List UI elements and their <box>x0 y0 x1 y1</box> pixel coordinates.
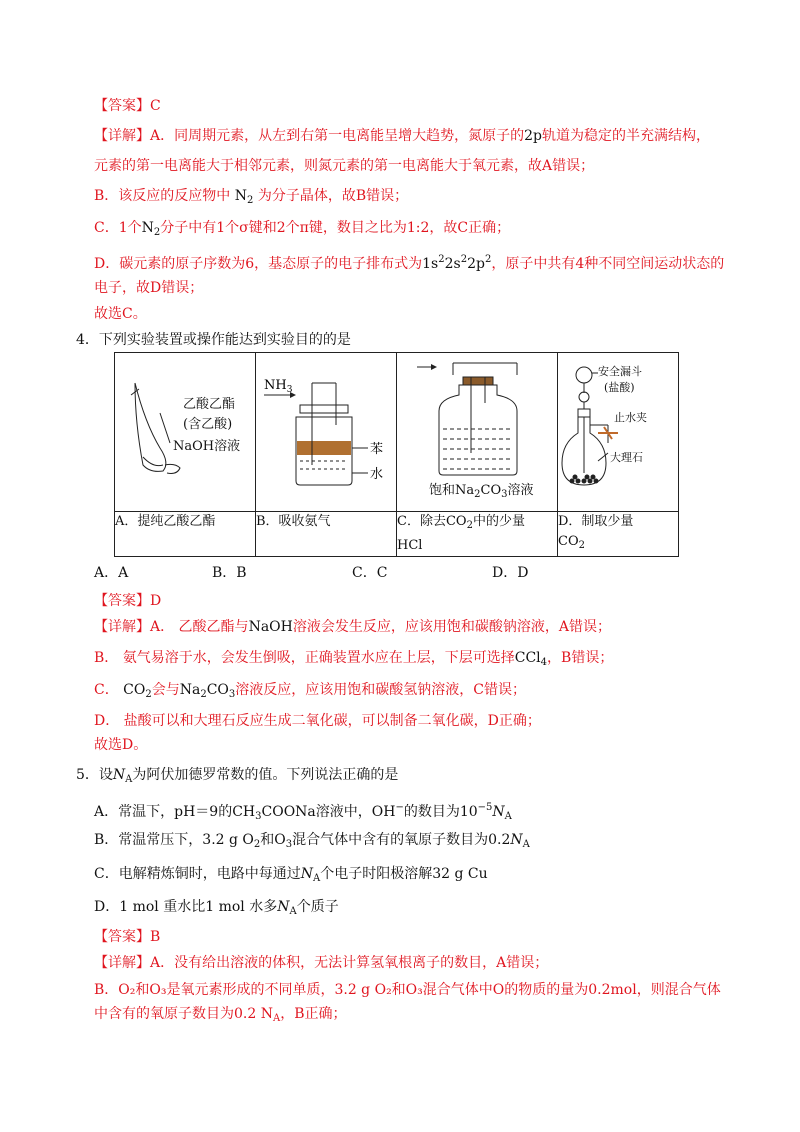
q4-detail-line-3: C． $CO_2$会与$Na_2CO_3$溶液反应，应该用饱和碳酸氢钠溶液，C错误； <box>94 682 527 700</box>
q5-stem: 5．设$N_A$为阿伏加德罗常数的值。下列说法正确的是 <box>76 767 399 785</box>
q5-detail-line-1: 【详解】A．没有给出溶液的体积，无法计算氢氧根离子的数目，A错误； <box>94 955 549 971</box>
fig-b-water-label: 水 <box>370 467 384 482</box>
fig-a-label-1: 乙酸乙酯 <box>183 397 236 412</box>
q3-detail-line-2: 元素的第一电离能大于相邻元素，则氮元素的第一电离能大于氧元素，故A错误； <box>94 158 595 174</box>
caption-a: A．提纯乙酸乙酯 <box>115 512 256 557</box>
q3-detail-line-4: C．1个$N_2$分子中有1个σ键和2个π键，数目之比为1:2，故C正确； <box>94 220 511 238</box>
fig-d-label-1: 安全漏斗 <box>598 365 642 378</box>
q3-answer: 【答案】C <box>94 98 161 114</box>
q4-apparatus-table <box>114 352 679 557</box>
q5-answer: 【答案】B <box>94 929 161 945</box>
q4-option-d: D．D <box>492 565 529 581</box>
ammonia-absorption-figure <box>256 353 396 507</box>
q3-detail-line-7: 故选C。 <box>94 306 147 322</box>
fig-a <box>115 353 256 512</box>
q3-detail-line-5: D．碳元素的原子序数为6，基态原子的电子排布式为$1s^22s^22p^2$，原子中共有4种不同空间运动状态的 <box>94 254 725 272</box>
fig-d <box>558 353 679 512</box>
fig-d-label-3: 止水夹 <box>614 411 647 424</box>
q4-detail-line-4: D． 盐酸可以和大理石反应生成二氧化碳，可以制备二氧化碳，D正确； <box>94 713 541 729</box>
fig-b-benzene-label: 苯 <box>370 442 384 457</box>
caption-d: D．制取少量 $CO_2$ <box>558 512 679 557</box>
q4-detail-line-5: 故选D。 <box>94 737 148 753</box>
q4-detail-line-2: B． 氨气易溶于水，会发生倒吸，正确装置水应在上层，下层可选择CCl$_4$，B错误； <box>94 650 614 668</box>
q4-option-b: B．B <box>212 565 247 581</box>
fig-a-label-3: NaOH溶液 <box>173 439 241 454</box>
fig-d-label-4: 大理石 <box>610 451 643 464</box>
fig-b <box>256 353 397 512</box>
q3-detail-line-6: 电子，故D错误； <box>94 280 204 296</box>
q5-detail-line-2: B．O₂和O₃是氧元素形成的不同单质，3.2 g O₂和O₃混合气体中O的物质的量为0.2mol，则混合气体 <box>94 982 721 998</box>
q3-detail-line-1: 【详解】A．同周期元素，从左到右第一电离能呈增大趋势，氮原子的2p轨道为稳定的半充满结构， <box>94 128 710 144</box>
caption-b: B．吸收氨气 <box>256 512 397 557</box>
caption-c: C．除去$CO_2$中的少量 HCl <box>397 512 558 557</box>
q4-option-a: A．A <box>94 565 129 581</box>
q4-detail-line-1: 【详解】A． 乙酸乙酯与NaOH溶液会发生反应，应该用饱和碳酸钠溶液，A错误； <box>94 619 611 635</box>
q4-option-c: C．C <box>352 565 388 581</box>
q5-detail-line-3: 中含有的氧原子数目为0.2 $N_A$，B正确； <box>94 1006 347 1024</box>
q4-stem: 4．下列实验装置或操作能达到实验目的的是 <box>76 332 351 348</box>
q5-option-d: D．1 mol 重水比1 mol 水多$N_A$个质子 <box>94 899 339 917</box>
q4-answer: 【答案】D <box>94 593 162 609</box>
fig-b-gas-label: $NH_3$ <box>264 378 293 395</box>
q3-detail-line-3: B．该反应的反应物中 $N_2$ 为分子晶体，故B错误； <box>94 188 409 206</box>
fig-a-label-2: (含乙酸) <box>183 417 233 432</box>
q5-option-b: B．常温常压下，3.2 g $O_2$和$O_3$混合气体中含有的氧原子数目为$0.2N_A$ <box>94 832 530 850</box>
q5-option-c: C．电解精炼铜时，电路中每通过$N_A$个电子时阳极溶解32 g Cu <box>94 866 488 884</box>
fig-c-label: 饱和$Na_2CO_3$溶液 <box>429 483 534 500</box>
fig-d-label-2: (盐酸) <box>604 381 635 394</box>
fig-c <box>397 353 558 512</box>
q5-option-a: A．常温下，pH＝9的$CH_3COONa$溶液中，OH−的数目为$10^{-5}N_A$ <box>94 802 512 822</box>
